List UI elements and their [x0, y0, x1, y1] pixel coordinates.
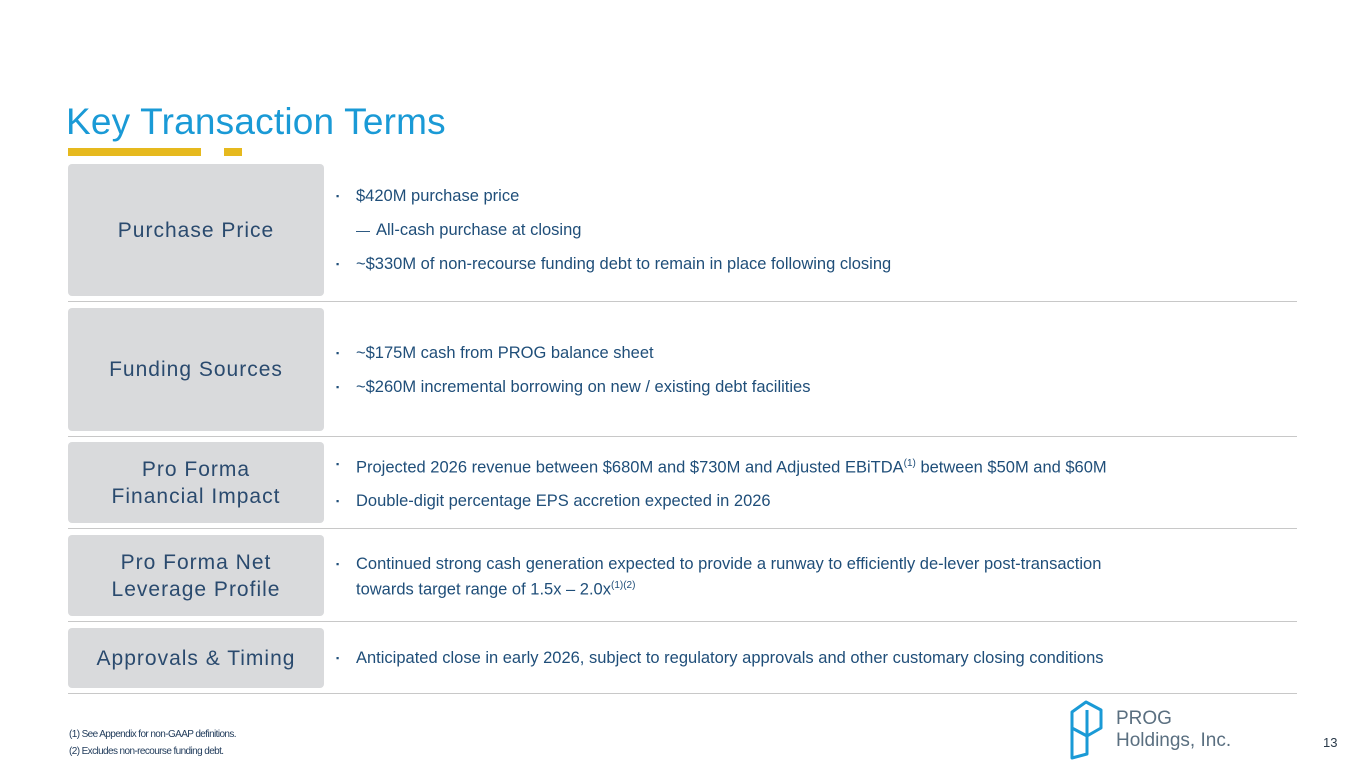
bullet-text-part: between $50M and $60M [915, 458, 1107, 477]
footnote: (1) See Appendix for non-GAAP definitions. [69, 729, 236, 740]
bullet-text: ~$175M cash from PROG balance sheet [356, 343, 654, 362]
row-divider [68, 528, 1297, 529]
bullet-text: Double-digit percentage EPS accretion expected in 2026 [356, 492, 771, 511]
row-label: Purchase Price [68, 164, 324, 296]
bullet-marker: ▪ [336, 458, 340, 469]
logo-line: Holdings, Inc. [1116, 730, 1232, 751]
row-pro-forma-financial-impact [68, 442, 1297, 523]
row-content [336, 164, 1297, 296]
row-divider [68, 301, 1297, 302]
bullet-item [336, 554, 1297, 601]
row-approvals-timing [68, 628, 1297, 688]
bullet-marker: ▪ [336, 191, 340, 201]
row-divider [68, 693, 1297, 694]
bullet-marker: ▪ [336, 559, 340, 569]
bullet-text-line: Continued strong cash generation expected to provide a runway to efficiently de-lever post-transaction [356, 555, 1102, 573]
row-label-line: Pro Forma [141, 457, 251, 481]
row-content [336, 628, 1297, 688]
bullet-item [336, 491, 1297, 511]
dash-marker: — [356, 222, 370, 238]
bullet-item [336, 254, 1297, 274]
row-funding-sources [68, 308, 1297, 431]
bullet-text [356, 454, 1107, 478]
logo-line: PROG [1116, 708, 1172, 729]
row-purchase-price [68, 164, 1297, 296]
bullet-text: All-cash purchase at closing [376, 221, 582, 239]
bullet-text: ~$260M incremental borrowing on new / existing debt facilities [356, 377, 811, 396]
footnote: (2) Excludes non-recourse funding debt. [69, 746, 224, 757]
bullet-item [336, 343, 1297, 363]
title-accent-bar [68, 148, 201, 156]
logo-text [1116, 708, 1231, 752]
row-label-line: Leverage Profile [111, 577, 281, 601]
bullet-marker: ▪ [336, 347, 340, 358]
bullet-marker: ▪ [336, 653, 340, 663]
bullet-text: $420M purchase price [356, 187, 520, 205]
row-label: Funding Sources [68, 308, 324, 431]
row-divider [68, 436, 1297, 437]
footnotes [69, 726, 236, 760]
page-number: 13 [1323, 735, 1338, 750]
row-label-line: Pro Forma Net [120, 550, 272, 574]
row-label-line: Financial Impact [111, 484, 281, 508]
row-content [336, 535, 1297, 616]
bullet-marker: ▪ [336, 259, 340, 269]
title-accent-dash [224, 148, 242, 156]
footnote-ref: (1)(2) [611, 580, 636, 591]
row-divider [68, 621, 1297, 622]
bullet-marker: ▪ [336, 381, 340, 392]
bullet-text-part: towards target range of 1.5x – 2.0x [356, 580, 611, 599]
row-label [68, 535, 324, 616]
row-pro-forma-net-leverage [68, 535, 1297, 616]
bullet-text [356, 554, 1101, 601]
sub-bullet-item [336, 220, 1297, 240]
prog-logo-icon [1068, 698, 1108, 760]
bullet-text: Anticipated close in early 2026, subject to regulatory approvals and other customary closing conditions [356, 649, 1104, 667]
bullet-item [336, 377, 1297, 397]
bullet-text: ~$330M of non-recourse funding debt to remain in place following closing [356, 255, 892, 273]
bullet-item [336, 648, 1297, 668]
bullet-item [336, 186, 1297, 206]
row-label [68, 442, 324, 523]
row-content [336, 442, 1297, 523]
bullet-marker: ▪ [336, 496, 340, 507]
company-logo [1068, 698, 1258, 760]
row-label: Approvals & Timing [68, 628, 324, 688]
page-title: Key Transaction Terms [66, 101, 446, 142]
footnote-ref: (1) [903, 457, 916, 469]
bullet-item [336, 454, 1297, 478]
bullet-text-line [356, 575, 1101, 601]
row-content [336, 308, 1297, 431]
bullet-text-part: Projected 2026 revenue between $680M and $730M and Adjusted EBiTDA [356, 458, 904, 477]
